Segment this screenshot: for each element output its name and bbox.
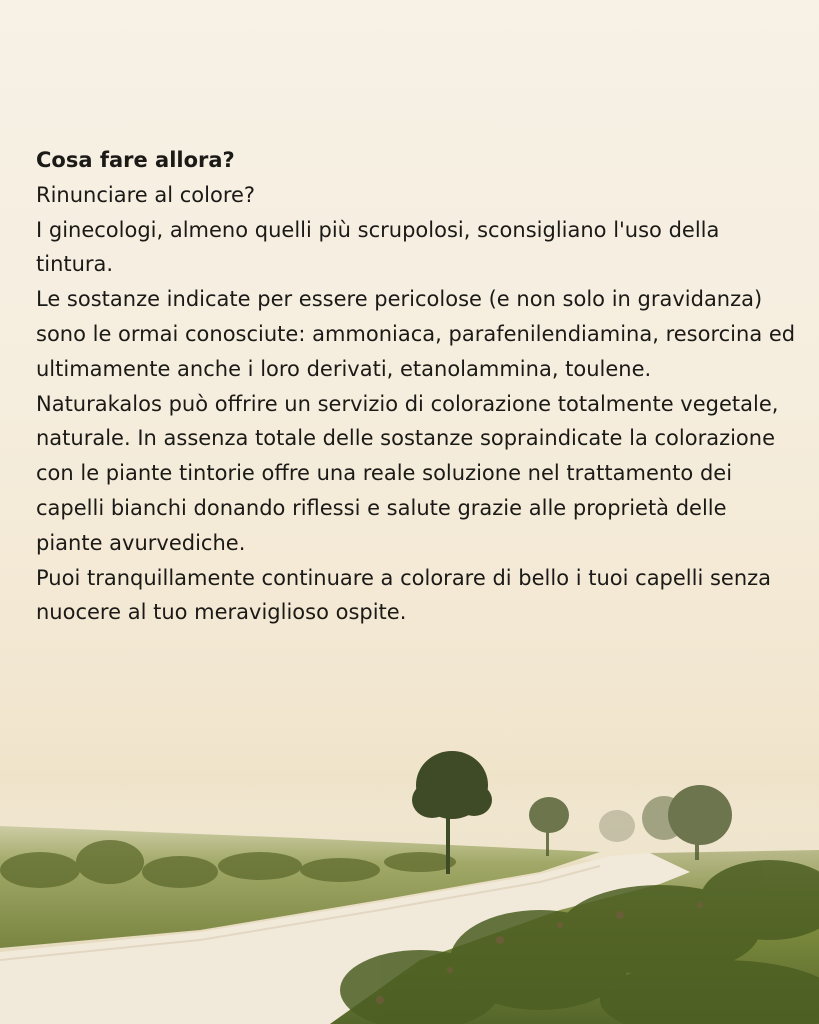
article-heading: Cosa fare allora? xyxy=(36,148,235,172)
article-line: Puoi tranquillamente continuare a colorare di bello i tuoi capelli senza nuocere al tuo meraviglioso ospite. xyxy=(36,565,772,625)
article-line: Rinunciare al colore? xyxy=(36,182,256,207)
article-text xyxy=(36,143,796,630)
tree-distant xyxy=(599,810,635,842)
article-line: Le sostanze indicate per essere pericolose (e non solo in gravidanza) sono le ormai conosciute: ammoniaca, parafenilendiamina, resorcina ed ultimamente anche i loro derivati, etanolammina, toulene. xyxy=(36,287,796,381)
article-line: I ginecologi, almeno quelli più scrupolosi, sconsigliano l'uso della tintura. xyxy=(36,217,720,277)
article-line: Naturakalos può offrire un servizio di colorazione totalmente vegetale, naturale. In assenza totale delle sostanze sopraindicate la colorazione con le piante tintorie offre una reale soluzione nel trattamento dei capelli bianchi donando riflessi e salute grazie alle proprietà delle piante avurvediche. xyxy=(36,391,779,555)
